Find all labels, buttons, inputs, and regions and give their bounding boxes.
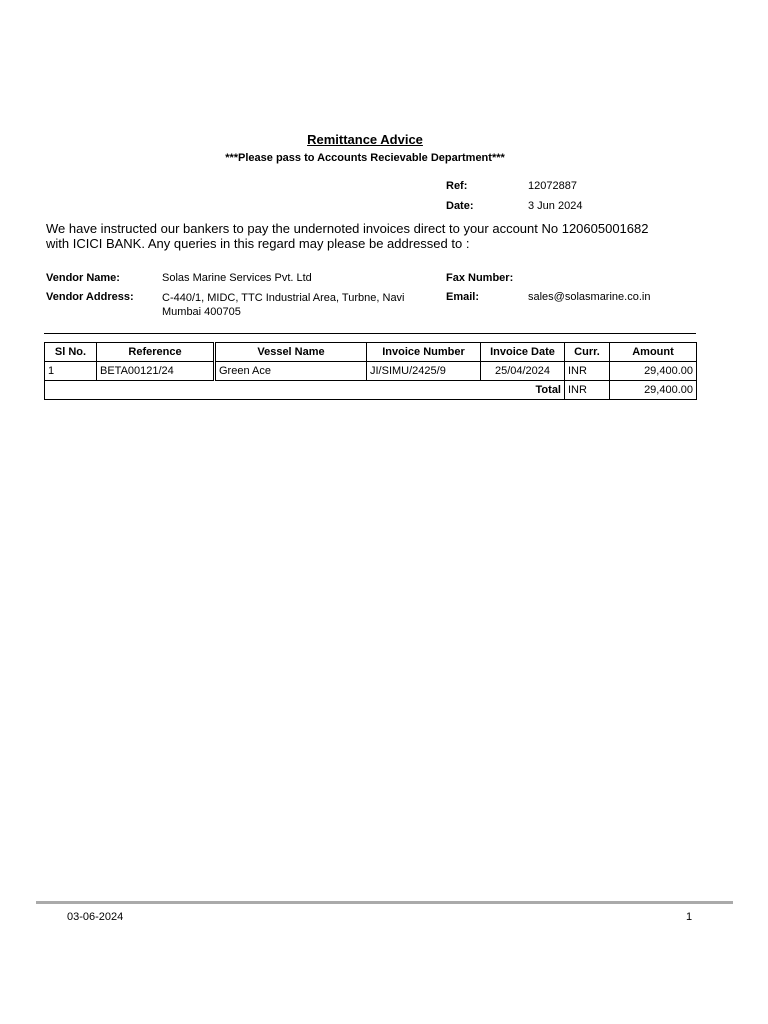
- intro-line-1: We have instructed our bankers to pay the undernoted invoices direct to your account No 120605001682: [46, 221, 649, 236]
- email-label: Email:: [446, 291, 480, 303]
- section-divider: [44, 333, 696, 334]
- column-header-reference: Reference: [97, 343, 215, 362]
- date-value: 3 Jun 2024: [528, 200, 583, 212]
- cell-currency: INR: [565, 362, 610, 381]
- email-value: sales@solasmarine.co.in: [528, 291, 651, 303]
- invoice-table: [44, 342, 697, 400]
- vendor-address-line-1: C-440/1, MIDC, TTC Industrial Area, Turbne, Navi: [162, 292, 405, 304]
- vendor-address-line-2: Mumbai 400705: [162, 306, 241, 318]
- total-amount: 29,400.00: [610, 381, 697, 400]
- ref-value: 12072887: [528, 180, 577, 192]
- column-header-sl-no: Sl No.: [45, 343, 97, 362]
- document-title: Remittance Advice: [307, 132, 423, 147]
- column-header-currency: Curr.: [565, 343, 610, 362]
- cell-sl-no: 1: [45, 362, 97, 381]
- vendor-name-value: Solas Marine Services Pvt. Ltd: [162, 272, 312, 284]
- cell-vessel-name: Green Ace: [215, 362, 367, 381]
- column-header-vessel-name: Vessel Name: [215, 343, 367, 362]
- vendor-name-label: Vendor Name:: [46, 272, 120, 284]
- vendor-address-value: [162, 291, 405, 319]
- cell-reference: BETA00121/24: [97, 362, 215, 381]
- table-total-row: [45, 381, 697, 400]
- total-currency: INR: [565, 381, 610, 400]
- fax-number-label: Fax Number:: [446, 272, 514, 284]
- column-header-amount: Amount: [610, 343, 697, 362]
- intro-paragraph: [46, 221, 706, 251]
- intro-line-2: with ICICI BANK. Any queries in this regard may please be addressed to :: [46, 236, 470, 251]
- column-header-invoice-number: Invoice Number: [367, 343, 481, 362]
- cell-amount: 29,400.00: [610, 362, 697, 381]
- total-label: Total: [45, 381, 565, 400]
- cell-invoice-number: JI/SIMU/2425/9: [367, 362, 481, 381]
- document-subtitle: ***Please pass to Accounts Recievable Department***: [225, 152, 505, 164]
- table-row: [45, 362, 697, 381]
- column-header-invoice-date: Invoice Date: [481, 343, 565, 362]
- footer-divider: [36, 901, 733, 904]
- footer-date: 03-06-2024: [67, 911, 124, 923]
- cell-invoice-date: 25/04/2024: [481, 362, 565, 381]
- page-number: 1: [686, 911, 693, 923]
- ref-label: Ref:: [446, 180, 468, 192]
- date-label: Date:: [446, 200, 474, 212]
- vendor-address-label: Vendor Address:: [46, 291, 134, 303]
- table-header-row: [45, 343, 697, 362]
